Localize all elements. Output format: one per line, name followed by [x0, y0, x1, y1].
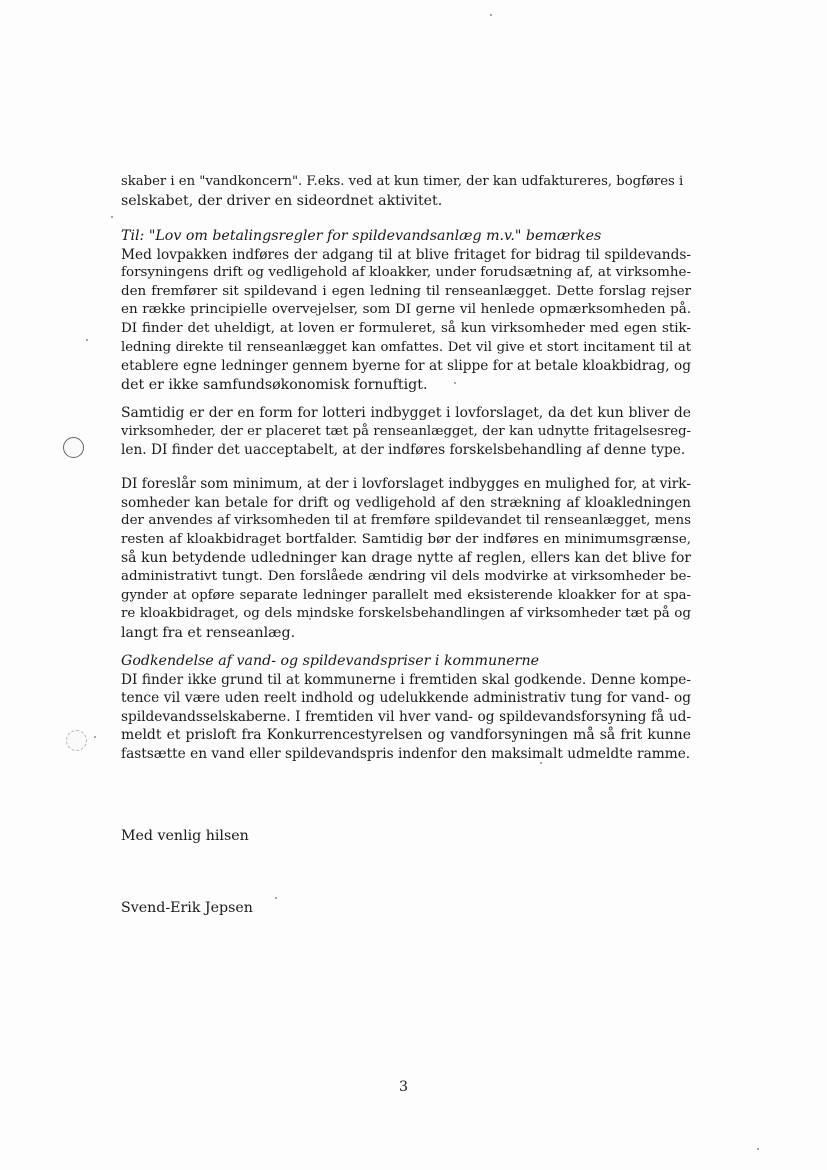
paragraph-line: resten af kloakbidraget bortfalder. Samtidig bør der indføres en minimumsgrænse,: [121, 531, 691, 547]
section-line: DI finder ikke grund til at kommunerne i fremtiden skal godkende. Denne kompe-: [121, 671, 691, 688]
scan-speck: [757, 1148, 759, 1150]
section-heading: Godkendelse af vand- og spildevandspriser i kommunerne: [121, 653, 539, 669]
scan-speck: [86, 339, 88, 341]
intro-paragraph: [121, 173, 691, 210]
section-line: en række principielle overvejelser, som DI gerne vil henlede opmærksomheden på.: [121, 302, 691, 318]
punch-hole-upper: [63, 437, 84, 458]
section-heading: Til: "Lov om betalingsregler for spildevandsanlæg m.v." bemærkes: [121, 228, 602, 244]
punch-hole-lower: [66, 730, 87, 751]
page-number: 3: [399, 1079, 409, 1095]
paragraph-line: administrativt tungt. Den forslåede ændring vil dels modvirke at virksomheder be-: [121, 568, 691, 584]
paragraph-line: somheder kan betale for drift og vedligehold af den strækning af kloakledningen: [121, 494, 691, 511]
section-line: forsyningens drift og vedligehold af kloakker, under forudsætning af, at virksomhe-: [121, 265, 691, 281]
section-line: meldt et prisloft fra Konkurrencestyrelsen og vandforsyningen må så frit kunne: [121, 727, 691, 744]
section-godkendelse: [121, 652, 691, 764]
section-line: det er ikke samfundsøkonomisk fornuftigt.: [121, 376, 428, 393]
closing-greeting: Med venlig hilsen: [121, 828, 249, 844]
section-line: ledning direkte til renseanlægget kan omfattes. Det vil give et stort incitament til at: [121, 339, 691, 355]
paragraph-forslag: [121, 475, 691, 642]
section-line: tence vil være uden reelt indhold og udelukkende administrativ tung for vand- og: [121, 690, 691, 707]
paragraph-line: så kun betydende udledninger kan drage nytte af reglen, ellers kan det blive for: [121, 550, 691, 567]
scan-speck: [94, 736, 96, 738]
paragraph-line: der anvendes af virksomheden til at fremføre spildevandet til renseanlægget, mens: [121, 513, 691, 529]
intro-line: skaber i en "vandkoncern". F.eks. ved at kun timer, der kan udfaktureres, bogføres i: [121, 174, 684, 189]
section-betalingsregler: [121, 227, 691, 394]
scan-speck: [275, 897, 277, 899]
intro-line: selskabet, der driver en sideordnet aktivitet.: [121, 192, 443, 209]
paragraph-line: gynder at opføre separate ledninger parallelt med eksisterende kloakker for at spa-: [121, 587, 691, 603]
paragraph-line: virksomheder, der er placeret tæt på renseanlægget, der kan udnytte fritagelsesreg-: [121, 423, 691, 439]
scan-speck: [111, 216, 113, 218]
paragraph-lotteri: [121, 404, 691, 460]
section-line: den fremfører sit spildevand i egen ledning til renseanlægget. Dette forslag rejser: [121, 283, 691, 299]
section-line: etablere egne ledninger gennem byerne for at slippe for at betale kloakbidrag, og: [121, 358, 691, 375]
paragraph-line: len. DI finder det uacceptabelt, at der indføres forskelsbehandling af denne type.: [121, 442, 686, 459]
section-line: fastsætte en vand eller spildevandspris indenfor den maksimalt udmeldte ramme.: [121, 745, 691, 762]
section-line: Med lovpakken indføres der adgang til at blive fritaget for bidrag til spildevands-: [121, 246, 691, 263]
scan-speck: [490, 14, 492, 16]
paragraph-line: DI foreslår som minimum, at der i lovforslaget indbygges en mulighed for, at virk-: [121, 476, 691, 492]
paragraph-line: re kloakbidraget, og dels mindske forskelsbehandlingen af virksomheder tæt på og: [121, 606, 691, 622]
section-line: spildevandsselskaberne. I fremtiden vil hver vand- og spildevandsforsyning få ud-: [121, 708, 691, 725]
section-line: DI finder det uheldigt, at loven er formuleret, så kun virksomheder med egen stik-: [121, 320, 691, 336]
paragraph-line: Samtidig er der en form for lotteri indbygget i lovforslaget, da det kun bliver de: [121, 405, 691, 421]
paragraph-line: langt fra et renseanlæg.: [121, 624, 296, 641]
signature-name: Svend-Erik Jepsen: [121, 900, 253, 916]
